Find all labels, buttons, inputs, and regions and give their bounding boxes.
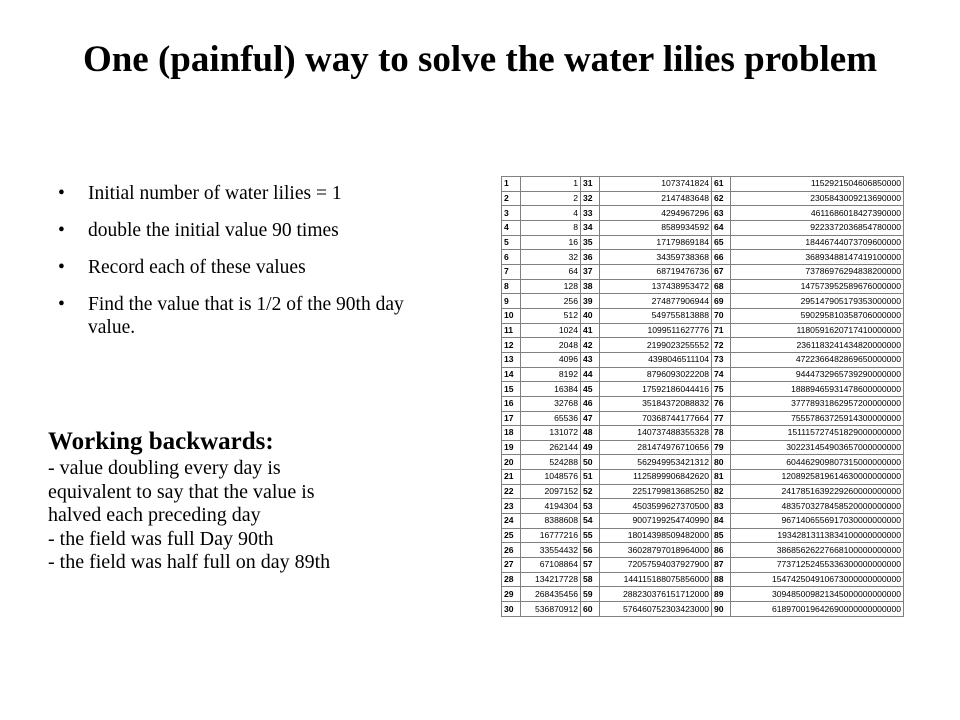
table-row [502, 308, 904, 323]
lily-count-cell: 268435456 [521, 587, 581, 602]
lily-count-cell: 2417851639229260000000000 [731, 484, 904, 499]
day-number-cell: 86 [712, 543, 731, 558]
day-number-cell: 4 [502, 220, 521, 235]
day-number-cell: 57 [581, 558, 600, 573]
table-row [502, 396, 904, 411]
table-row [502, 367, 904, 382]
lily-count-cell: 2097152 [521, 484, 581, 499]
day-number-cell: 12 [502, 338, 521, 353]
day-number-cell: 30 [502, 602, 521, 617]
table-row [502, 279, 904, 294]
day-number-cell: 1 [502, 177, 521, 192]
table-row [502, 558, 904, 573]
table-row [502, 528, 904, 543]
lily-count-cell: 1125899906842620 [600, 470, 712, 485]
lily-count-cell: 4294967296 [600, 206, 712, 221]
day-number-cell: 68 [712, 279, 731, 294]
lily-count-cell: 17592186044416 [600, 382, 712, 397]
lily-count-cell: 9671406556917030000000000 [731, 514, 904, 529]
lily-count-cell: 36028797018964000 [600, 543, 712, 558]
lily-count-cell: 18014398509482000 [600, 528, 712, 543]
day-number-cell: 88 [712, 572, 731, 587]
bullet-dot: • [58, 257, 65, 278]
day-number-cell: 80 [712, 455, 731, 470]
day-number-cell: 61 [712, 177, 731, 192]
day-number-cell: 85 [712, 528, 731, 543]
day-number-cell: 64 [712, 220, 731, 235]
lily-count-cell: 37778931862957200000000 [731, 396, 904, 411]
lily-count-cell: 8796093022208 [600, 367, 712, 382]
lily-count-cell: 147573952589676000000 [731, 279, 904, 294]
table-row [502, 338, 904, 353]
lily-count-cell: 2305843009213690000 [731, 191, 904, 206]
day-number-cell: 81 [712, 470, 731, 485]
lily-count-cell: 140737488355328 [600, 426, 712, 441]
table-row [502, 484, 904, 499]
lily-count-cell: 2199023255552 [600, 338, 712, 353]
bullet-dot: • [58, 220, 65, 241]
bullet-item [58, 182, 438, 205]
day-number-cell: 48 [581, 426, 600, 441]
day-number-cell: 20 [502, 455, 521, 470]
day-number-cell: 50 [581, 455, 600, 470]
lily-count-cell: 35184372088832 [600, 396, 712, 411]
working-backwards-line: - value doubling every day is [48, 457, 281, 479]
day-number-cell: 9 [502, 294, 521, 309]
lily-count-cell: 604462909807315000000000 [731, 455, 904, 470]
lily-count-cell: 70368744177664 [600, 411, 712, 426]
day-number-cell: 21 [502, 470, 521, 485]
lily-count-cell: 144115188075856000 [600, 572, 712, 587]
lily-count-cell: 72057594037927900 [600, 558, 712, 573]
day-number-cell: 58 [581, 572, 600, 587]
doubling-table-container [501, 176, 903, 617]
lily-count-cell: 288230376151712000 [600, 587, 712, 602]
day-number-cell: 55 [581, 528, 600, 543]
lily-count-cell: 4835703278458520000000000 [731, 499, 904, 514]
lily-count-cell: 38685626227668100000000000 [731, 543, 904, 558]
day-number-cell: 65 [712, 235, 731, 250]
day-number-cell: 38 [581, 279, 600, 294]
day-number-cell: 7 [502, 264, 521, 279]
lily-count-cell: 4 [521, 206, 581, 221]
lily-count-cell: 16777216 [521, 528, 581, 543]
working-backwards-line: equivalent to say that the value is [48, 480, 315, 503]
day-number-cell: 90 [712, 602, 731, 617]
lily-count-cell: 281474976710656 [600, 440, 712, 455]
day-number-cell: 82 [712, 484, 731, 499]
lily-count-cell: 137438953472 [600, 279, 712, 294]
table-row [502, 382, 904, 397]
lily-count-cell: 32768 [521, 396, 581, 411]
day-number-cell: 16 [502, 396, 521, 411]
lily-count-cell: 562949953421312 [600, 455, 712, 470]
table-row [502, 177, 904, 192]
lily-count-cell: 134217728 [521, 572, 581, 587]
lily-count-cell: 2251799813685250 [600, 484, 712, 499]
lily-count-cell: 1180591620717410000000 [731, 323, 904, 338]
slide-title: One (painful) way to solve the water lilies problem [82, 39, 878, 80]
day-number-cell: 23 [502, 499, 521, 514]
bullet-item [58, 219, 438, 242]
bullet-text: double the initial value 90 times [88, 220, 339, 241]
table-row [502, 455, 904, 470]
table-row [502, 352, 904, 367]
day-number-cell: 67 [712, 264, 731, 279]
day-number-cell: 13 [502, 352, 521, 367]
day-number-cell: 71 [712, 323, 731, 338]
day-number-cell: 45 [581, 382, 600, 397]
lily-count-cell: 67108864 [521, 558, 581, 573]
lily-count-cell: 512 [521, 308, 581, 323]
day-number-cell: 59 [581, 587, 600, 602]
day-number-cell: 11 [502, 323, 521, 338]
day-number-cell: 74 [712, 367, 731, 382]
day-number-cell: 15 [502, 382, 521, 397]
lily-count-cell: 77371252455336300000000000 [731, 558, 904, 573]
day-number-cell: 42 [581, 338, 600, 353]
day-number-cell: 47 [581, 411, 600, 426]
lily-count-cell: 1024 [521, 323, 581, 338]
bullet-text: Initial number of water lilies = 1 [88, 183, 342, 204]
lily-count-cell: 309485009821345000000000000 [731, 587, 904, 602]
day-number-cell: 52 [581, 484, 600, 499]
table-row [502, 220, 904, 235]
day-number-cell: 56 [581, 543, 600, 558]
bullet-list [58, 182, 438, 353]
day-number-cell: 79 [712, 440, 731, 455]
table-row [502, 235, 904, 250]
day-number-cell: 53 [581, 499, 600, 514]
lily-count-cell: 65536 [521, 411, 581, 426]
table-row [502, 250, 904, 265]
table-row [502, 411, 904, 426]
table-row [502, 426, 904, 441]
day-number-cell: 22 [502, 484, 521, 499]
lily-count-cell: 256 [521, 294, 581, 309]
table-row [502, 470, 904, 485]
lily-count-cell: 131072 [521, 426, 581, 441]
lily-count-cell: 32 [521, 250, 581, 265]
lily-count-cell: 1208925819614630000000000 [731, 470, 904, 485]
day-number-cell: 2 [502, 191, 521, 206]
lily-count-cell: 18446744073709600000 [731, 235, 904, 250]
working-backwards-line: - the field was full Day 90th [48, 527, 274, 550]
lily-count-cell: 536870912 [521, 602, 581, 617]
day-number-cell: 84 [712, 514, 731, 529]
lily-count-cell: 1099511627776 [600, 323, 712, 338]
table-row [502, 499, 904, 514]
day-number-cell: 41 [581, 323, 600, 338]
day-number-cell: 76 [712, 396, 731, 411]
lily-count-cell: 262144 [521, 440, 581, 455]
working-backwards-line: halved each preceding day [48, 504, 261, 526]
lily-count-cell: 128 [521, 279, 581, 294]
lily-count-cell: 524288 [521, 455, 581, 470]
day-number-cell: 66 [712, 250, 731, 265]
day-number-cell: 72 [712, 338, 731, 353]
lily-count-cell: 295147905179353000000 [731, 294, 904, 309]
lily-count-cell: 8192 [521, 367, 581, 382]
lily-count-cell: 4194304 [521, 499, 581, 514]
lily-count-cell: 302231454903657000000000 [731, 440, 904, 455]
working-backwards-line: - the field was half full on day 89th [48, 551, 331, 573]
day-number-cell: 63 [712, 206, 731, 221]
table-row [502, 514, 904, 529]
bullet-item [58, 293, 438, 339]
lily-count-cell: 2048 [521, 338, 581, 353]
day-number-cell: 51 [581, 470, 600, 485]
lily-count-cell: 1073741824 [600, 177, 712, 192]
day-number-cell: 19 [502, 440, 521, 455]
day-number-cell: 31 [581, 177, 600, 192]
day-number-cell: 49 [581, 440, 600, 455]
lily-count-cell: 2 [521, 191, 581, 206]
day-number-cell: 29 [502, 587, 521, 602]
day-number-cell: 34 [581, 220, 600, 235]
table-row [502, 323, 904, 338]
day-number-cell: 35 [581, 235, 600, 250]
day-number-cell: 78 [712, 426, 731, 441]
day-number-cell: 43 [581, 352, 600, 367]
day-number-cell: 44 [581, 367, 600, 382]
lily-count-cell: 9007199254740990 [600, 514, 712, 529]
day-number-cell: 5 [502, 235, 521, 250]
table-row [502, 191, 904, 206]
table-row [502, 294, 904, 309]
lily-count-cell: 73786976294838200000 [731, 264, 904, 279]
lily-count-cell: 17179869184 [600, 235, 712, 250]
day-number-cell: 54 [581, 514, 600, 529]
lily-count-cell: 9223372036854780000 [731, 220, 904, 235]
day-number-cell: 27 [502, 558, 521, 573]
lily-count-cell: 9444732965739290000000 [731, 367, 904, 382]
day-number-cell: 62 [712, 191, 731, 206]
lily-count-cell: 19342813113834100000000000 [731, 528, 904, 543]
table-row [502, 602, 904, 617]
day-number-cell: 39 [581, 294, 600, 309]
lily-count-cell: 8 [521, 220, 581, 235]
day-number-cell: 70 [712, 308, 731, 323]
table-row [502, 572, 904, 587]
lily-count-cell: 4611686018427390000 [731, 206, 904, 221]
day-number-cell: 40 [581, 308, 600, 323]
day-number-cell: 87 [712, 558, 731, 573]
day-number-cell: 73 [712, 352, 731, 367]
day-number-cell: 37 [581, 264, 600, 279]
day-number-cell: 28 [502, 572, 521, 587]
day-number-cell: 33 [581, 206, 600, 221]
day-number-cell: 46 [581, 396, 600, 411]
lily-count-cell: 8589934592 [600, 220, 712, 235]
lily-count-cell: 274877906944 [600, 294, 712, 309]
bullet-item [58, 256, 438, 279]
working-backwards-section [48, 427, 448, 575]
day-number-cell: 17 [502, 411, 521, 426]
table-row [502, 587, 904, 602]
table-row [502, 440, 904, 455]
day-number-cell: 36 [581, 250, 600, 265]
lily-count-cell: 2361183241434820000000 [731, 338, 904, 353]
bullet-dot: • [58, 294, 65, 315]
day-number-cell: 60 [581, 602, 600, 617]
bullet-text: Find the value that is 1/2 of the 90th day value. [88, 294, 404, 338]
lily-count-cell: 16384 [521, 382, 581, 397]
day-number-cell: 77 [712, 411, 731, 426]
lily-count-cell: 549755813888 [600, 308, 712, 323]
day-number-cell: 26 [502, 543, 521, 558]
day-number-cell: 32 [581, 191, 600, 206]
lily-count-cell: 8388608 [521, 514, 581, 529]
lily-count-cell: 576460752303423000 [600, 602, 712, 617]
lily-count-cell: 75557863725914300000000 [731, 411, 904, 426]
lily-count-cell: 64 [521, 264, 581, 279]
lily-count-cell: 4503599627370500 [600, 499, 712, 514]
bullet-dot: • [58, 183, 65, 204]
lily-count-cell: 154742504910673000000000000 [731, 572, 904, 587]
lily-count-cell: 16 [521, 235, 581, 250]
day-number-cell: 18 [502, 426, 521, 441]
day-number-cell: 10 [502, 308, 521, 323]
lily-count-cell: 151115727451829000000000 [731, 426, 904, 441]
lily-count-cell: 36893488147419100000 [731, 250, 904, 265]
lily-count-cell: 18889465931478600000000 [731, 382, 904, 397]
lily-count-cell: 1152921504606850000 [731, 177, 904, 192]
lily-count-cell: 68719476736 [600, 264, 712, 279]
lily-count-cell: 34359738368 [600, 250, 712, 265]
lily-count-cell: 4722366482869650000000 [731, 352, 904, 367]
bullet-text: Record each of these values [88, 257, 306, 278]
day-number-cell: 83 [712, 499, 731, 514]
lily-count-cell: 1 [521, 177, 581, 192]
day-number-cell: 24 [502, 514, 521, 529]
working-backwards-heading: Working backwards: [48, 428, 274, 455]
doubling-table [501, 176, 904, 617]
day-number-cell: 25 [502, 528, 521, 543]
lily-count-cell: 4398046511104 [600, 352, 712, 367]
table-row [502, 264, 904, 279]
day-number-cell: 69 [712, 294, 731, 309]
day-number-cell: 75 [712, 382, 731, 397]
lily-count-cell: 618970019642690000000000000 [731, 602, 904, 617]
lily-count-cell: 1048576 [521, 470, 581, 485]
table-row [502, 206, 904, 221]
day-number-cell: 89 [712, 587, 731, 602]
table-row [502, 543, 904, 558]
lily-count-cell: 4096 [521, 352, 581, 367]
lily-count-cell: 33554432 [521, 543, 581, 558]
day-number-cell: 3 [502, 206, 521, 221]
lily-count-cell: 590295810358706000000 [731, 308, 904, 323]
day-number-cell: 6 [502, 250, 521, 265]
lily-count-cell: 2147483648 [600, 191, 712, 206]
day-number-cell: 14 [502, 367, 521, 382]
day-number-cell: 8 [502, 279, 521, 294]
